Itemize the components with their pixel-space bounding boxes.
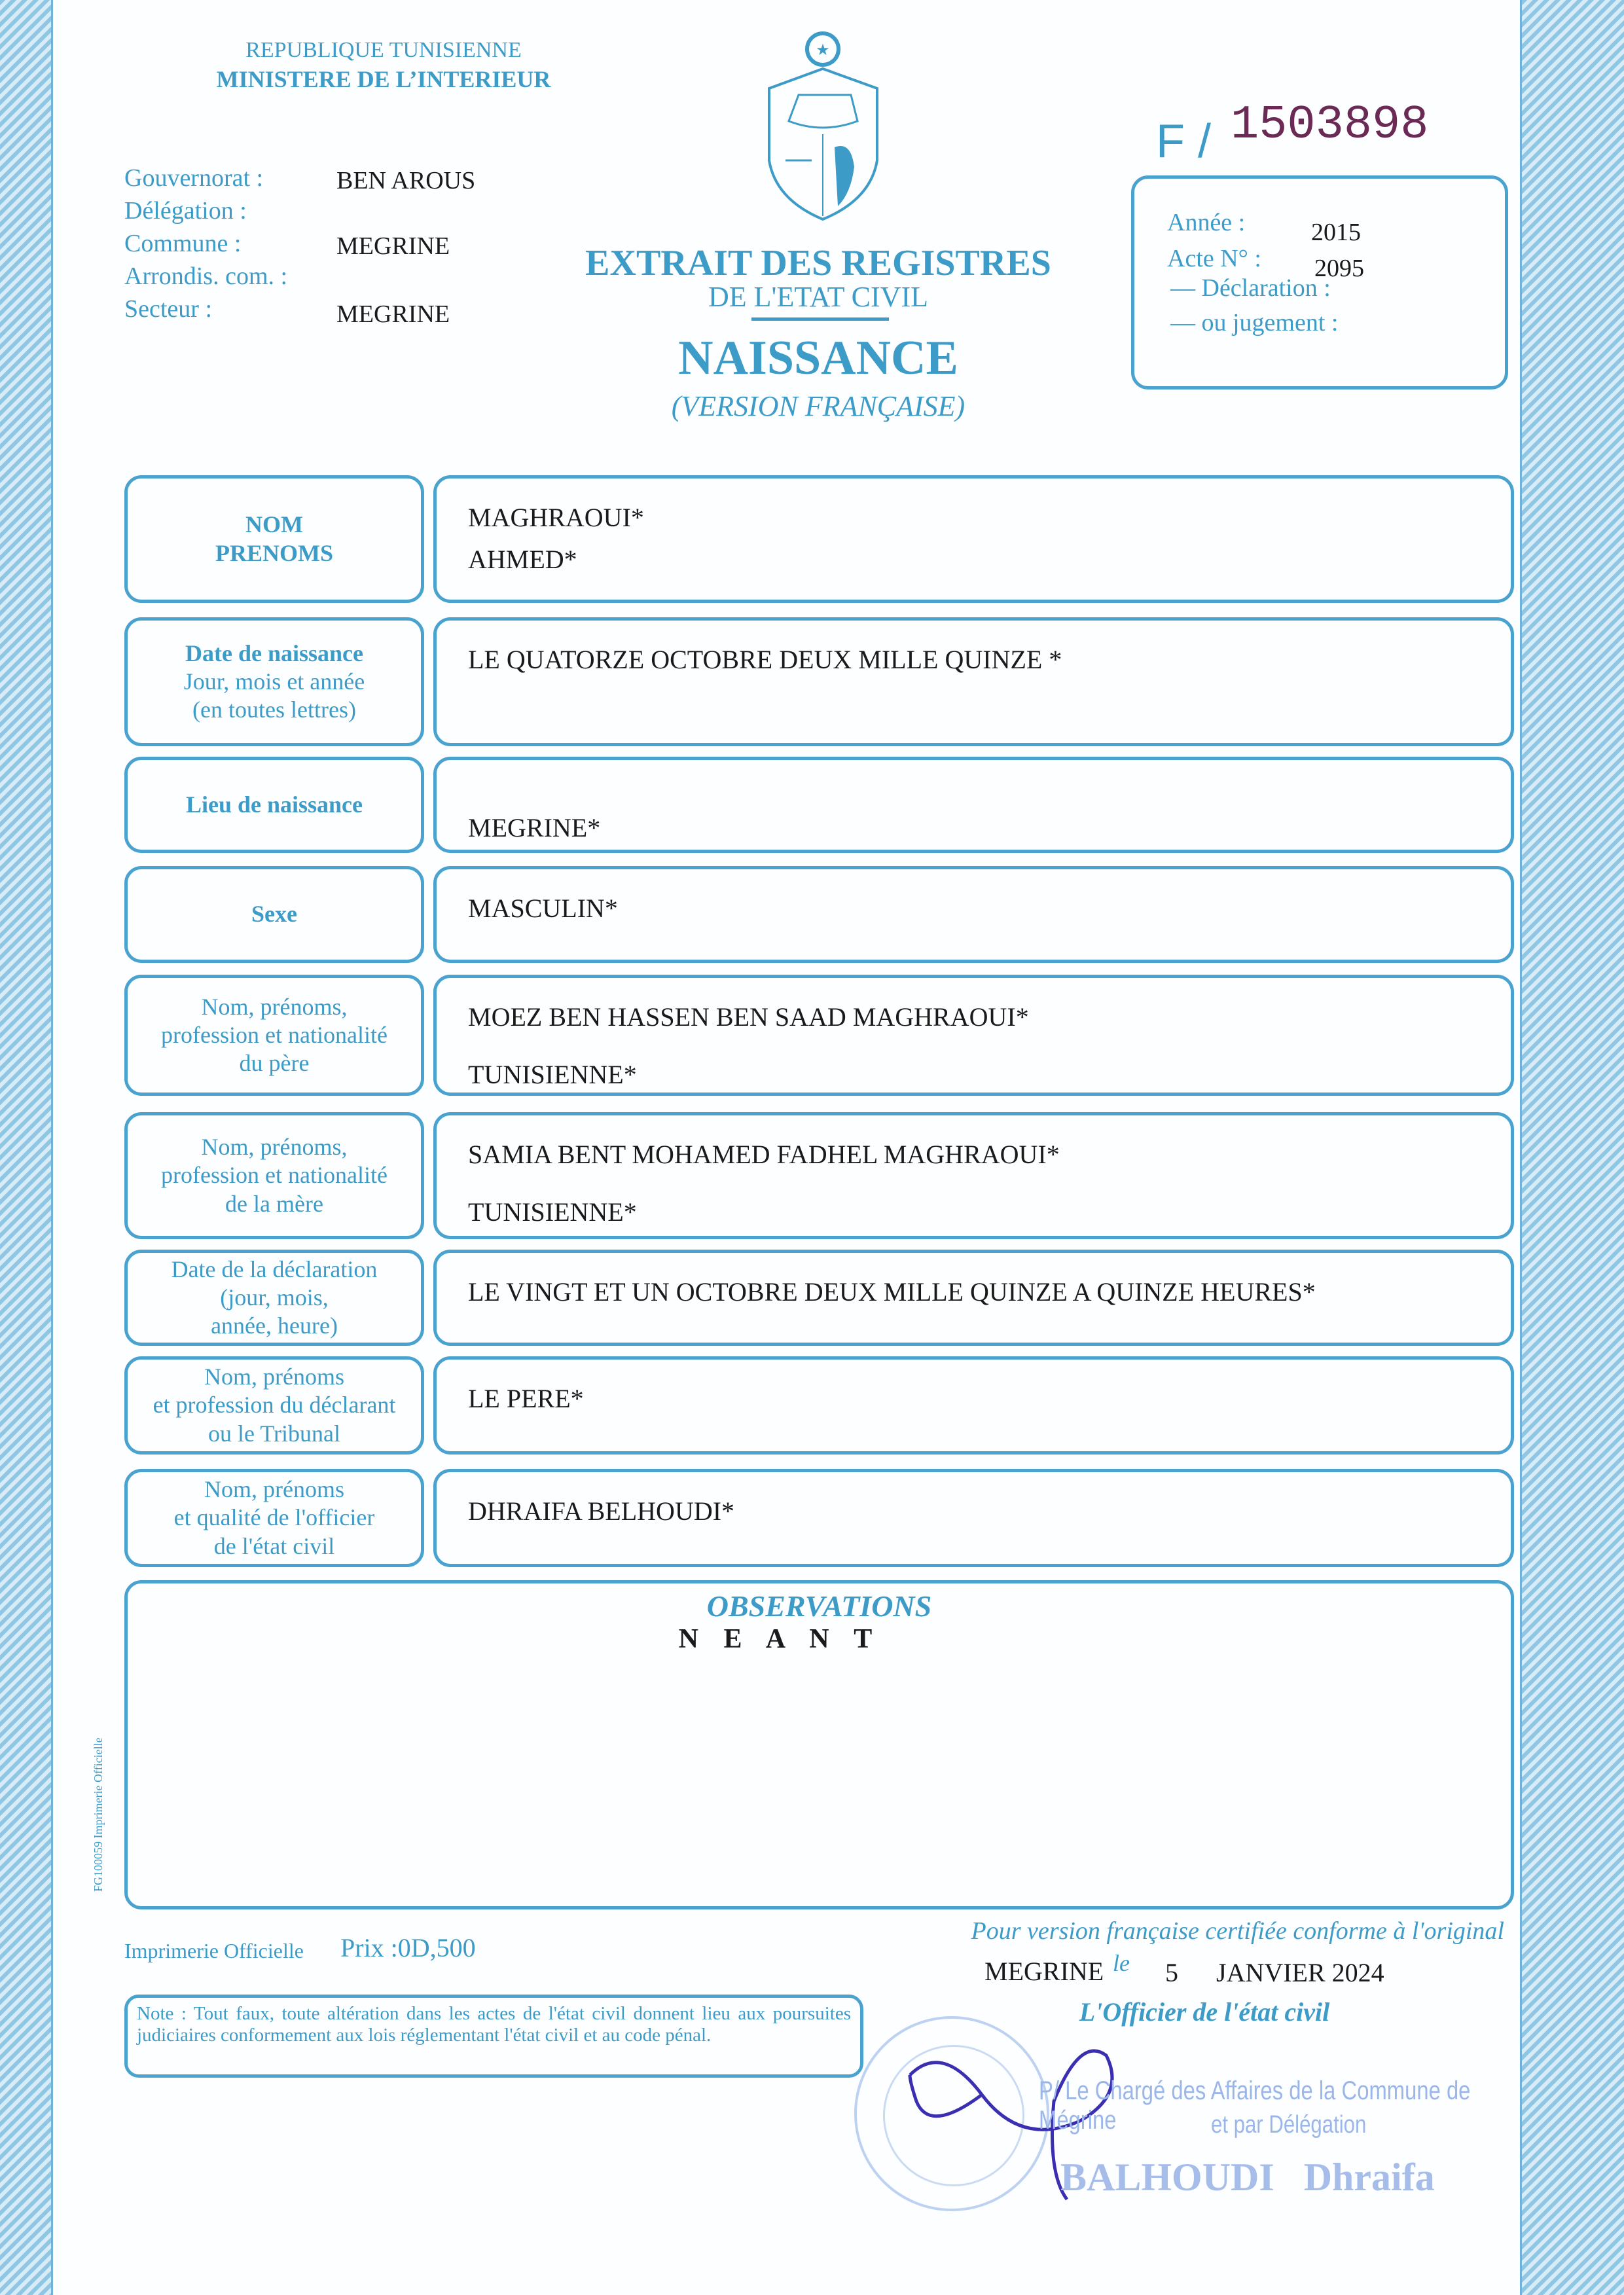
row-value-box [433,617,1514,746]
jugement-label: — ou jugement : [1170,309,1339,336]
row-label-box [124,1112,424,1239]
acte-number-value: 2095 [1314,255,1364,282]
row-value-box [433,757,1514,853]
certificate-type: NAISSANCE [678,331,958,385]
row-value: SAMIA BENT MOHAMED FADHEL MAGHRAOUI* [468,1140,1060,1169]
row-value-box [433,975,1514,1096]
row-label-box [124,617,424,746]
row-value [468,778,1479,807]
row-label-box [124,1469,424,1567]
side-print-code: FG100059 Imprimerie Officielle [92,1737,105,1892]
row-value-box [433,475,1514,603]
row-value: LE QUATORZE OCTOBRE DEUX MILLE QUINZE * [468,645,1062,674]
legal-note-text: Note : Tout faux, toute altération dans les actes de l'état civil donnent lieu aux poursuites judiciaires conformement aux lois réglementant l'état civil et au code pénal. [137,2003,851,2046]
row-label: Nom, prénoms, [201,993,348,1020]
acte-number-label: Acte N° : [1167,245,1261,272]
row-label: année, heure) [211,1312,338,1339]
commune-label: Commune : [124,230,242,257]
issue-place: MEGRINE [984,1957,1104,1986]
serial-prefix: F / [1156,115,1211,168]
row-label: PRENOMS [215,539,333,566]
row-value-box [433,1469,1514,1567]
row-value-box [433,1112,1514,1239]
officer-title: L'Officier de l'état civil [1079,1997,1330,2027]
gouvernorat-label: Gouvernorat : [124,164,264,192]
issue-month-year: JANVIER 2024 [1216,1958,1384,1987]
issue-day: 5 [1165,1958,1178,1987]
title-line1: EXTRAIT DES REGISTRES [585,243,1051,283]
coat-of-arms [759,29,887,223]
row-value: AHMED* [468,545,577,574]
stamp-name: BALHOUDI Dhraifa [1060,2156,1435,2199]
row-label-box [124,866,424,963]
republic-label: REPUBLIQUE TUNISIENNE [245,38,522,62]
svg-text:★: ★ [816,42,830,59]
annee-value: 2015 [1311,219,1361,246]
coat-of-arms-icon [759,29,887,223]
row-label: Sexe [251,901,297,928]
observations-value: N E A N T [678,1624,882,1654]
le-label: le [1113,1950,1130,1976]
row-value-box [433,1250,1514,1346]
row-label: (jour, mois, [220,1284,329,1310]
acte-box [1131,175,1508,389]
row-label: et qualité de l'officier [173,1504,375,1531]
certified-label: Pour version française certifiée conforme à l'original [971,1917,1504,1945]
observations-box [124,1580,1514,1909]
secteur-label: Secteur : [124,295,213,323]
row-label: Jour, mois et année [183,668,365,695]
stamp-line1: P/ Le Chargé des Affaires de la Commune de Mégrine [1039,2076,1471,2135]
row-value-box [433,1356,1514,1455]
row-label: de la mère [225,1190,323,1217]
row-label-box [124,757,424,853]
row-label-box [124,475,424,603]
row-label: ou le Tribunal [208,1420,341,1447]
delegation-label: Délégation : [124,197,247,225]
row-label-box [124,1356,424,1455]
observations-title: OBSERVATIONS [706,1589,932,1623]
row-value: MASCULIN* [468,894,618,923]
right-guilloche-border [1520,0,1624,2295]
row-value: TUNISIENNE* [468,1060,637,1089]
printer-label: Imprimerie Officielle [124,1939,304,1962]
row-label: et profession du déclarant [153,1392,396,1419]
stamp-line2: et par Délégation [1211,2111,1367,2139]
gouvernorat-value: BEN AROUS [336,167,476,194]
row-label: profession et nationalité [161,1162,388,1189]
annee-label: Année : [1167,209,1246,236]
row-value: TUNISIENNE* [468,1197,637,1227]
row-value: MOEZ BEN HASSEN BEN SAAD MAGHRAOUI* [468,1002,1029,1032]
row-label: du père [239,1050,310,1077]
left-guilloche-border [0,0,53,2295]
row-value: MEGRINE* [468,813,601,842]
ministry-label: MINISTERE DE L’INTERIEUR [216,66,551,92]
title-line2: DE L'ETAT CIVIL [708,281,928,313]
row-value: LE VINGT ET UN OCTOBRE DEUX MILLE QUINZE A QUINZE HEURES* [468,1277,1316,1307]
row-label: (en toutes lettres) [192,696,356,723]
serial-number: 1503898 [1231,98,1429,152]
row-value: LE PERE* [468,1384,584,1413]
row-label: Nom, prénoms [204,1476,344,1503]
row-value: MAGHRAOUI* [468,503,644,532]
row-value: DHRAIFA BELHOUDI* [468,1496,735,1526]
row-label: profession et nationalité [161,1021,388,1048]
title-divider [751,317,889,321]
row-label: Nom, prénoms, [201,1134,348,1161]
row-label: Date de naissance [185,640,363,666]
commune-value: MEGRINE [336,232,450,260]
arrondissement-label: Arrondis. com. : [124,262,288,290]
row-label: Lieu de naissance [185,791,363,818]
row-label: de l'état civil [213,1532,335,1559]
secteur-value: MEGRINE [336,300,450,328]
row-label-box [124,975,424,1096]
declaration-label: — Déclaration : [1170,274,1331,302]
version-label: (VERSION FRANÇAISE) [671,390,965,422]
row-value-box [433,866,1514,963]
row-label-box [124,1250,424,1346]
row-label: Date de la déclaration [171,1256,378,1282]
row-label: NOM [245,511,303,538]
price-label: Prix :0D,500 [340,1933,476,1962]
row-label: Nom, prénoms [204,1364,344,1390]
legal-note [124,1995,863,2078]
